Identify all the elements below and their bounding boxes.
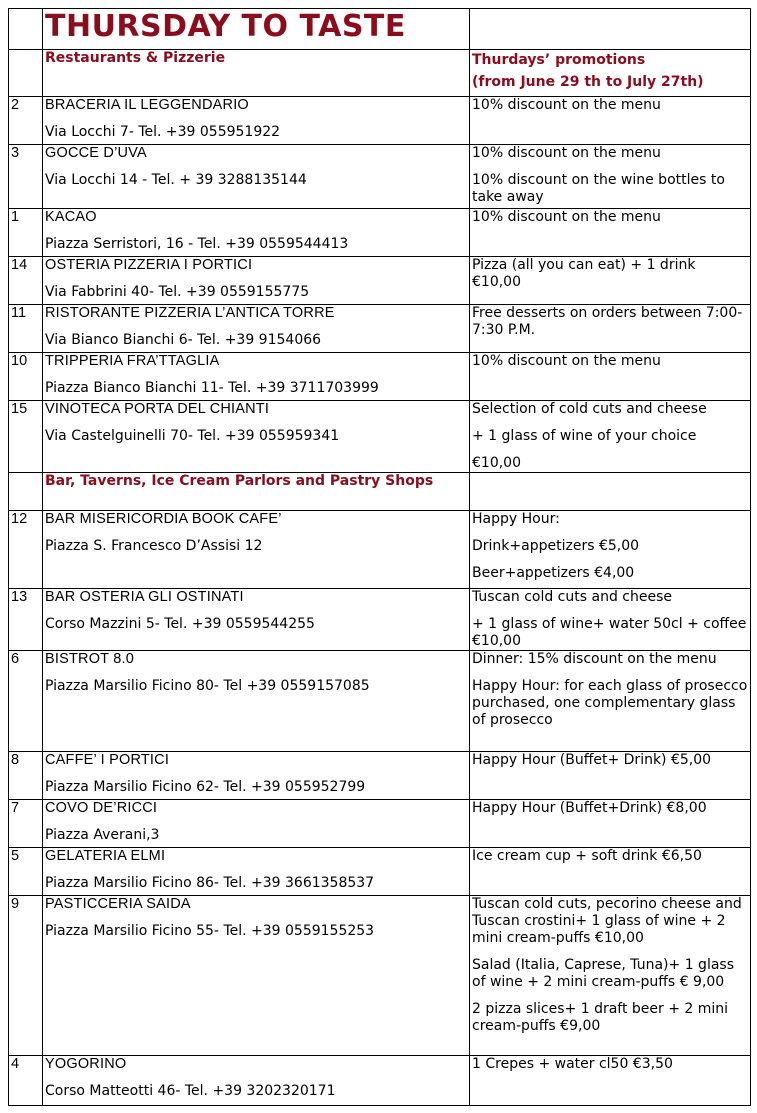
venue-name: BAR MISERICORDIA BOOK CAFE’ [45,511,282,527]
section-title-bars: Bar, Taverns, Ice Cream Parlors and Pastry Shops [45,473,434,489]
section-num-cell [9,473,43,511]
section-row-bars [9,473,751,511]
venue-number: 7 [11,800,20,816]
promotion-cell [470,305,751,353]
promotion-text: 1 Crepes + water cl50 €3,50 [472,1056,673,1072]
promotion-cell [470,848,751,896]
venue-number-cell [9,511,43,589]
venue-address: Via Locchi 7- Tel. +39 055951922 [45,124,281,140]
promotion-cell [470,651,751,752]
venue-address: Via Fabbrini 40- Tel. +39 0559155775 [45,284,310,300]
venue-address: Corso Mazzini 5- Tel. +39 0559544255 [45,616,315,632]
section-empty-cell [470,473,751,511]
venue-row [9,752,751,800]
venue-number-cell [9,896,43,1056]
venue-row [9,1056,751,1106]
venue-name: KACAO [45,209,97,225]
promotion-text: 10% discount on the menu [472,145,661,161]
venue-cell [43,848,470,896]
venue-number: 8 [11,752,20,768]
venue-number: 4 [11,1056,20,1072]
venue-number-cell [9,257,43,305]
venue-name: PASTICCERIA SAIDA [45,896,191,912]
promotion-text: Drink+appetizers €5,00 [472,538,640,554]
venue-number-cell [9,209,43,257]
venue-number-cell [9,97,43,145]
venue-row [9,401,751,473]
venue-address: Piazza Marsilio Ficino 55- Tel. +39 0559155253 [45,923,375,939]
header-num-cell [9,50,43,97]
promo-header-dates: (from June 29 th to July 27th) [472,74,704,90]
promotion-text: Free desserts on orders between 7:00- 7:30 P.M. [472,305,743,338]
promo-header-title: Thurdays’ promotions [472,52,646,68]
venue-cell [43,511,470,589]
promotion-cell [470,97,751,145]
promo-header-cell [470,50,751,97]
promotion-cell [470,257,751,305]
promotion-text: Happy Hour: for each glass of prosecco purchased, one complementary glass of prosecco [472,678,748,728]
promotion-cell [470,589,751,651]
venue-number: 14 [11,257,28,273]
venue-number-cell [9,800,43,848]
venue-number: 2 [11,97,20,113]
promotion-text: Ice cream cup + soft drink €6,50 [472,848,702,864]
venue-address: Via Castelguinelli 70- Tel. +39 055959341 [45,428,340,444]
venue-cell [43,97,470,145]
title-num-cell [9,9,43,50]
promotion-text: €10,00 [472,455,521,471]
promotion-cell [470,752,751,800]
venue-address: Piazza Bianco Bianchi 11- Tel. +39 3711703999 [45,380,379,396]
venue-cell [43,589,470,651]
promotion-cell [470,896,751,1056]
venue-row [9,97,751,145]
promotion-text: 10% discount on the menu [472,97,661,113]
venue-number-cell [9,752,43,800]
venue-cell [43,800,470,848]
section-title-restaurants: Restaurants & Pizzerie [45,50,226,66]
venue-cell [43,257,470,305]
venue-name: OSTERIA PIZZERIA I PORTICI [45,257,253,273]
venue-row [9,511,751,589]
venue-number-cell [9,848,43,896]
venue-number-cell [9,1056,43,1106]
venue-address: Piazza Marsilio Ficino 62- Tel. +39 055952799 [45,779,366,795]
promotion-text: 10% discount on the wine bottles to take away [472,172,725,205]
venue-number-cell [9,145,43,209]
venue-cell [43,896,470,1056]
venue-number: 10 [11,353,28,369]
venue-number-cell [9,353,43,401]
promotion-text: Happy Hour: [472,511,560,527]
promotion-text: Selection of cold cuts and cheese [472,401,707,417]
promotion-cell [470,1056,751,1106]
venue-name: VINOTECA PORTA DEL CHIANTI [45,401,270,417]
venue-name: TRIPPERIA FRA’TTAGLIA [45,353,220,369]
venue-number: 11 [11,305,27,321]
venue-number: 13 [11,589,28,605]
title-row [9,9,751,50]
promotion-text: Salad (Italia, Caprese, Tuna)+ 1 glass of wine + 2 mini cream-puffs € 9,00 [472,957,734,990]
venue-row [9,209,751,257]
venue-row [9,589,751,651]
venue-row [9,651,751,752]
venue-name: RISTORANTE PIZZERIA L’ANTICA TORRE [45,305,335,321]
title-empty-cell [470,9,751,50]
venue-cell [43,401,470,473]
promotion-text: + 1 glass of wine+ water 50cl + coffee €10,00 [472,616,747,649]
venue-cell [43,1056,470,1106]
promotion-text: 2 pizza slices+ 1 draft beer + 2 mini cream-puffs €9,00 [472,1001,729,1034]
venue-address: Via Bianco Bianchi 6- Tel. +39 9154066 [45,332,322,348]
venue-number: 12 [11,511,28,527]
venue-number: 6 [11,651,20,667]
venue-cell [43,145,470,209]
venue-cell [43,305,470,353]
venue-row [9,305,751,353]
venue-row [9,848,751,896]
venue-name: COVO DE’RICCI [45,800,158,816]
venue-name: BRACERIA IL LEGGENDARIO [45,97,249,113]
venue-row [9,896,751,1056]
promotion-text: Tuscan cold cuts, pecorino cheese and Tuscan crostini+ 1 glass of wine + 2 mini cream-puffs €10,00 [472,896,742,946]
venue-cell [43,353,470,401]
venue-name: CAFFE’ I PORTICI [45,752,170,768]
promotion-text: Happy Hour (Buffet+Drink) €8,00 [472,800,707,816]
venue-row [9,800,751,848]
venue-name: GELATERIA ELMI [45,848,166,864]
venue-address: Piazza Marsilio Ficino 80- Tel +39 0559157085 [45,678,370,694]
promotion-text: Tuscan cold cuts and cheese [472,589,672,605]
venue-row [9,257,751,305]
section-header-bars [43,473,470,511]
venue-number: 5 [11,848,20,864]
venue-address: Corso Matteotti 46- Tel. +39 3202320171 [45,1083,336,1099]
venue-cell [43,209,470,257]
promotion-text: 10% discount on the menu [472,209,661,225]
promotion-cell [470,800,751,848]
venue-number-cell [9,305,43,353]
venue-address: Piazza Marsilio Ficino 86- Tel. +39 3661358537 [45,875,375,891]
promotion-cell [470,511,751,589]
venue-number: 1 [11,209,20,225]
venue-name: BAR OSTERIA GLI OSTINATI [45,589,244,605]
promotion-text: + 1 glass of wine of your choice [472,428,697,444]
venue-cell [43,651,470,752]
promotion-text: 10% discount on the menu [472,353,661,369]
venue-address: Piazza S. Francesco D’Assisi 12 [45,538,263,554]
venue-cell [43,752,470,800]
venue-name: GOCCE D’UVA [45,145,147,161]
venue-number-cell [9,589,43,651]
promotion-cell [470,401,751,473]
venue-number-cell [9,651,43,752]
venue-number: 3 [11,145,20,161]
promotion-text: Beer+appetizers €4,00 [472,565,635,581]
venue-number-cell [9,401,43,473]
venue-number: 9 [11,896,20,912]
header-row [9,50,751,97]
promotion-cell [470,353,751,401]
promotion-cell [470,145,751,209]
promotion-cell [470,209,751,257]
page-title: THURSDAY TO TASTE [45,9,406,44]
promotions-table [8,8,751,1106]
section-header-restaurants [43,50,470,97]
venue-number: 15 [11,401,28,417]
venue-name: YOGORINO [45,1056,127,1072]
venue-row [9,353,751,401]
venue-address: Piazza Averani,3 [45,827,160,843]
promotion-text: Dinner: 15% discount on the menu [472,651,717,667]
venue-row [9,145,751,209]
title-cell [43,9,470,50]
promotion-text: Happy Hour (Buffet+ Drink) €5,00 [472,752,712,768]
venue-name: BISTROT 8.0 [45,651,134,667]
promotion-text: Pizza (all you can eat) + 1 drink €10,00 [472,257,696,290]
venue-address: Piazza Serristori, 16 - Tel. +39 0559544413 [45,236,349,252]
venue-address: Via Locchi 14 - Tel. + 39 3288135144 [45,172,307,188]
